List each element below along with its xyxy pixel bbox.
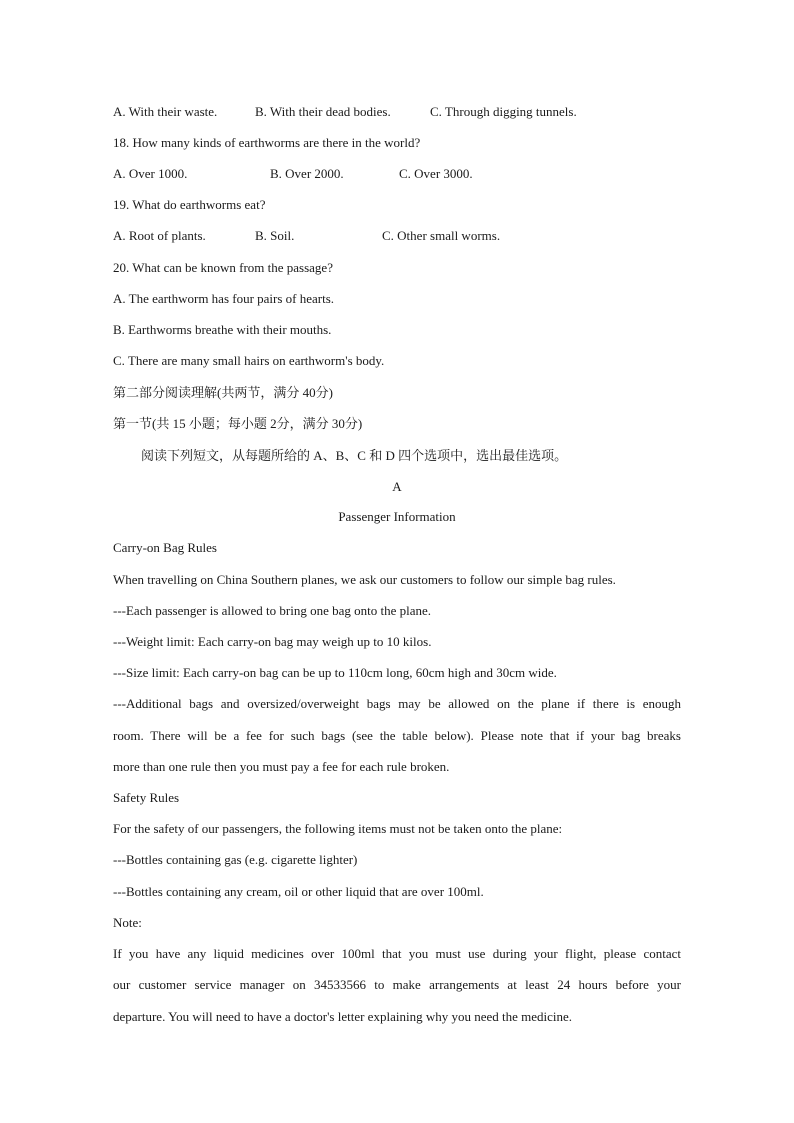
note-line3: departure. You will need to have a doctor's letter explaining why you need the medicine. [113,1009,573,1024]
q19-option-b: B. Soil. [255,228,295,243]
note-line2: our customer service manager on 34533566 to make arrangements at least 24 hours before your [113,977,681,992]
section1-title: 第一节(共 15 小题；每小题 2分，满分 30分) [113,416,363,431]
safety-heading: Safety Rules [113,790,180,805]
q20-option-c: C. There are many small hairs on earthworm's body. [113,353,385,368]
q19-option-a: A. Root of plants. [113,228,206,243]
rule-weight-limit: ---Weight limit: Each carry-on bag may weigh up to 10 kilos. [113,634,432,649]
q17-option-c: C. Through digging tunnels. [430,104,577,119]
q20-option-b: B. Earthworms breathe with their mouths. [113,322,332,337]
q17-option-b: B. With their dead bodies. [255,104,391,119]
q18-option-c: C. Over 3000. [399,166,473,181]
q20-stem: 20. What can be known from the passage? [113,260,333,275]
safety-liquid: ---Bottles containing any cream, oil or other liquid that are over 100ml. [113,884,484,899]
q18-option-a: A. Over 1000. [113,166,188,181]
rule-additional-line3: more than one rule then you must pay a fee for each rule broken. [113,759,450,774]
rule-size-limit: ---Size limit: Each carry-on bag can be up to 110cm long, 60cm high and 30cm wide. [113,665,557,680]
safety-intro: For the safety of our passengers, the following items must not be taken onto the plane: [113,821,563,836]
q18-stem: 18. How many kinds of earthworms are there in the world? [113,135,421,150]
safety-gas: ---Bottles containing gas (e.g. cigarette lighter) [113,852,358,867]
carryon-heading: Carry-on Bag Rules [113,540,217,555]
note-label: Note: [113,915,142,930]
passage-letter: A [392,479,402,494]
q18-option-b: B. Over 2000. [270,166,344,181]
rule-one-bag: ---Each passenger is allowed to bring one bag onto the plane. [113,603,432,618]
instruction: 阅读下列短文，从每题所给的 A、B、C 和 D 四个选项中，选出最佳选项。 [141,448,568,463]
rule-additional-line1: ---Additional bags and oversized/overweight bags may be allowed on the plane if there is enough [113,696,681,711]
note-line1: If you have any liquid medicines over 100ml that you must use during your flight, please contact [113,946,681,961]
rule-additional-line2: room. There will be a fee for such bags (see the table below). Please note that if your bag breaks [113,728,681,743]
part2-title: 第二部分阅读理解(共两节，满分 40分) [113,385,333,400]
q19-stem: 19. What do earthworms eat? [113,197,266,212]
carryon-intro: When travelling on China Southern planes, we ask our customers to follow our simple bag rules. [113,572,616,587]
passage-title: Passenger Information [338,509,456,524]
q20-option-a: A. The earthworm has four pairs of hearts. [113,291,335,306]
q19-option-c: C. Other small worms. [382,228,501,243]
q17-option-a: A. With their waste. [113,104,218,119]
